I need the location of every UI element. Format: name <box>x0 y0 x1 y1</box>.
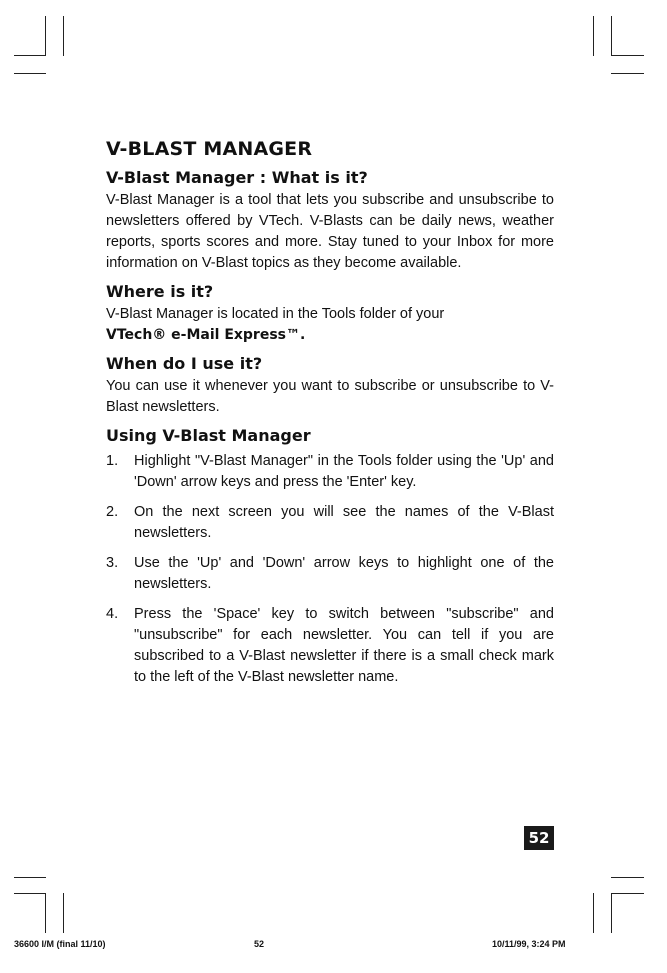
page-number-badge: 52 <box>524 826 554 850</box>
step-text: On the next screen you will see the names of the V-Blast newsletters. <box>134 504 554 541</box>
step-number: 3. <box>106 555 119 571</box>
list-item <box>106 604 554 688</box>
section-body-text: V-Blast Manager is located in the Tools folder of your <box>106 306 445 322</box>
section-heading: When do I use it? <box>106 354 263 373</box>
crop-mark <box>14 877 46 878</box>
crop-mark <box>63 893 64 933</box>
crop-mark <box>611 893 612 933</box>
list-item <box>106 553 554 595</box>
section-body <box>106 304 554 346</box>
page-content <box>106 138 554 697</box>
section-body: V-Blast Manager is a tool that lets you subscribe and unsubscribe to newsletters offered by VTech. V-Blasts can be daily news, weather reports, sports scores and more. Stay tuned to your Inbox for more information on V-Blast topics as they become available. <box>106 192 554 271</box>
section-body: You can use it whenever you want to subscribe or unsubscribe to V-Blast newsletters. <box>106 378 554 415</box>
crop-mark <box>63 16 64 56</box>
crop-mark <box>593 16 594 56</box>
steps-list <box>106 451 554 688</box>
list-item <box>106 451 554 493</box>
crop-mark <box>611 16 612 56</box>
footer-left: 36600 I/M (final 11/10) <box>14 939 106 949</box>
step-number: 2. <box>106 504 119 520</box>
step-text: Press the 'Space' key to switch between "subscribe" and "unsubscribe" for each newsletter. You can tell if you are subscribed to a V-Blast newsletter if there is a small check mark to the left of the V-Blast newsletter name. <box>134 606 554 685</box>
step-text: Use the 'Up' and 'Down' arrow keys to highlight one of the newsletters. <box>134 555 554 592</box>
step-text: Highlight "V-Blast Manager" in the Tools folder using the 'Up' and 'Down' arrow keys and press the 'Enter' key. <box>134 453 554 490</box>
crop-mark <box>611 893 644 894</box>
footer-right: 10/11/99, 3:24 PM <box>492 939 566 949</box>
crop-mark <box>14 73 46 74</box>
crop-mark <box>611 73 644 74</box>
crop-mark <box>45 893 46 933</box>
crop-mark <box>611 55 644 56</box>
section-heading: Using V-Blast Manager <box>106 426 311 445</box>
footer-center: 52 <box>254 939 265 949</box>
list-item <box>106 502 554 544</box>
section-heading: V-Blast Manager : What is it? <box>106 168 368 187</box>
crop-mark <box>14 893 46 894</box>
crop-mark <box>14 55 46 56</box>
crop-mark <box>593 893 594 933</box>
step-number: 4. <box>106 606 119 622</box>
step-number: 1. <box>106 453 119 469</box>
crop-mark <box>45 16 46 56</box>
page-title: V-BLAST MANAGER <box>106 138 313 160</box>
section-heading: Where is it? <box>106 282 214 301</box>
crop-mark <box>611 877 644 878</box>
product-name: VTech® e-Mail Express™. <box>106 327 306 343</box>
